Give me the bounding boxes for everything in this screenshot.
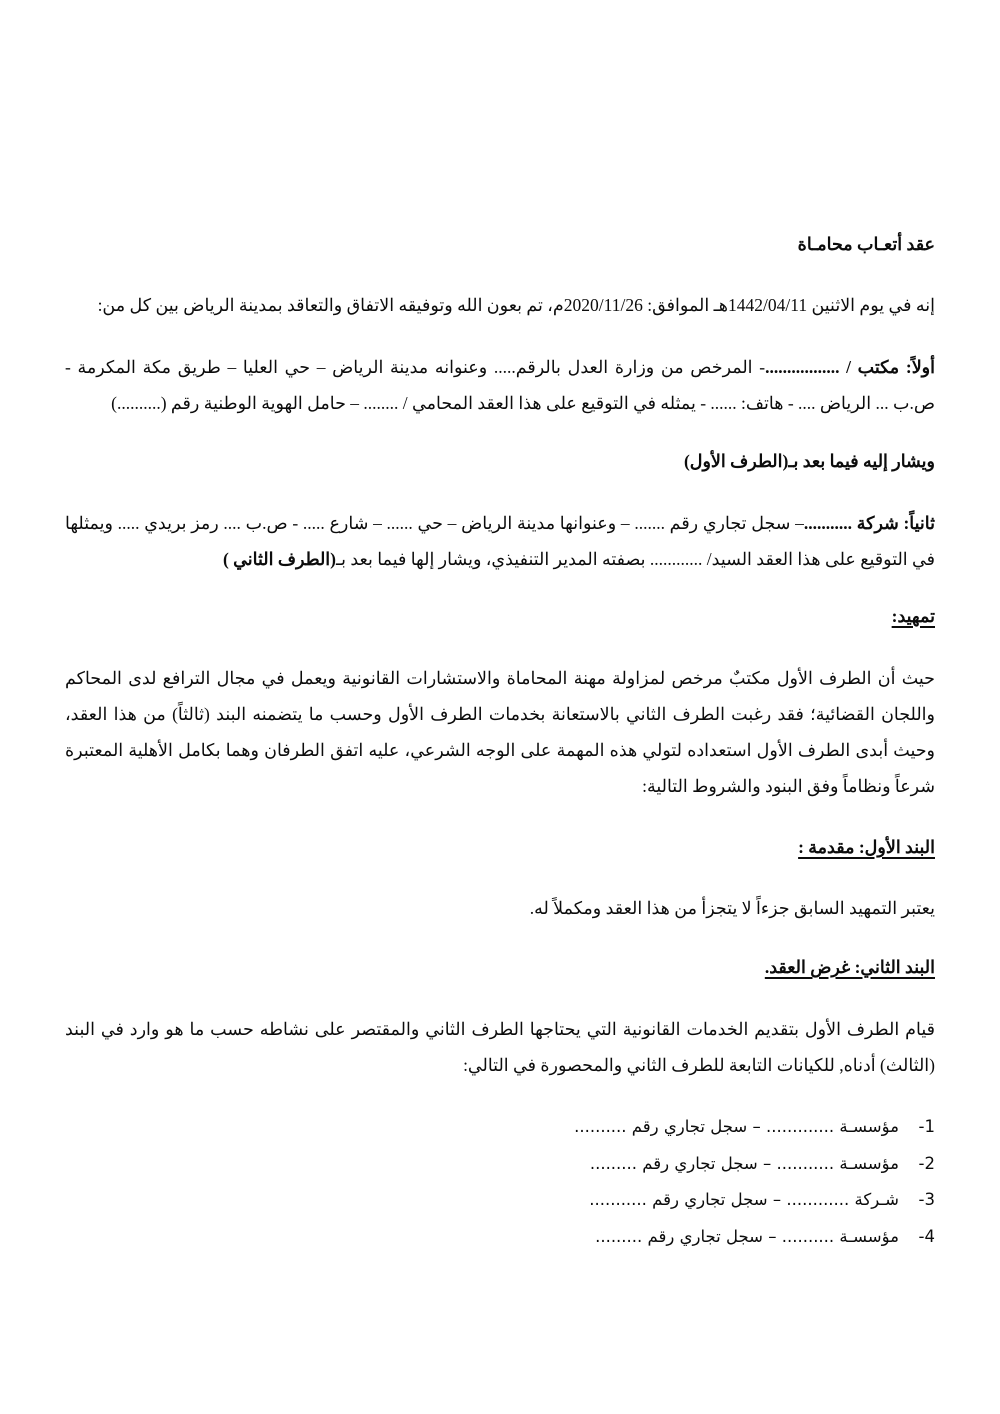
party-one-blank: ................. [765,356,840,377]
clause-two-heading [65,950,935,985]
list-item-number: 2- [918,1153,935,1173]
list-item-number: 4- [918,1226,935,1246]
party-one-reference-term: (الطرف الأول) [683,450,789,471]
list-item [65,1109,935,1146]
list-item-text: مؤسسـة ........... – سجل تجاري رقم ......... [589,1153,899,1173]
clause-one-heading [65,830,935,865]
party-two-blank: ........... [803,512,853,533]
entity-list [65,1109,935,1256]
party-two-body: – سجل تجاري رقم ....... – وعنوانها مدينة الرياض – حي ...... – شارع ..... - ص.ب .... رمز بريدي ..... ويمثلها في التوقيع على هذا العقد السيد/ ............ بصفته المدير التنفيذي، ويشار إلها فيما بعد بـ [65,512,935,569]
preamble-heading-text: تمهيد: [891,605,935,626]
preamble-heading [65,599,935,634]
party-two-reference-term: (الطرف الثاني ) [222,548,336,569]
preamble-paragraph: حيث أن الطرف الأول مكتبٌ مرخص لمزاولة مهنة المحاماة والاستشارات القانونية ويعمل في مجال الترافع لدى المحاكم واللجان القضائية؛ فقد رغبت الطرف الثاني بالاستعانة بخدمات الطرف الأول وحسب ما يتضمنه البند (ثالثاً) من هذا العقد، وحيث أبدى الطرف الأول استعداده لتولي هذه المهمة على الوجه الشرعي، عليه اتفق الطرفان وهما بكامل الأهلية المعتبرة شرعاً ونظاماً وفق البنود والشروط التالية: [65,667,935,796]
party-two-paragraph [65,505,935,577]
party-one-body: - المرخص من وزارة العدل بالرقم..... وعنوانه مدينة الرياض – حي العليا – طريق مكة المكرمة - ص.ب ... الرياض .... - هاتف: ...... - يمثله في التوقيع على هذا العقد المحامي / ........ – حامل الهوية الوطنية رقم (..........) [65,356,935,413]
list-item-number: 1- [918,1117,935,1137]
party-one-reference [65,443,935,479]
list-item-number: 3- [918,1190,935,1210]
party-one-reference-prefix: ويشار إليه فيما بعد بـ [788,450,935,471]
list-item-text: مؤسسـة .......... – سجل تجاري رقم ......... [595,1226,899,1246]
list-item [65,1182,935,1219]
clause-two-heading-text: البند الثاني: غرض العقد. [764,956,935,977]
list-item-text: مؤسسـة ............. – سجل تجاري رقم .......... [574,1117,899,1137]
list-item [65,1219,935,1256]
list-item-text: شـركة ............ – سجل تجاري رقم ........... [589,1190,899,1210]
party-one-label: أولاً: مكتب / [839,356,935,377]
document-content [65,232,935,1256]
party-two-label: ثانياً: شركة [852,512,935,533]
list-item [65,1146,935,1183]
page-title: عقد أتعـاب محامـاة [797,234,935,254]
clause-one-heading-text: البند الأول: مقدمة : [798,836,935,857]
clause-two-body: قيام الطرف الأول بتقديم الخدمات القانونية التي يحتاجها الطرف الثاني والمقتصر على نشاطه حسب ما هو وارد في البند (الثالث) أدناه, للكيانات التابعة للطرف الثاني والمحصورة في التالي: [65,1018,935,1076]
intro-paragraph: إنه في يوم الاثنين 1442/04/11هـ الموافق: 2020/11/26م، تم بعون الله وتوفيقه الاتفاق والتعاقد بمدينة الرياض بين كل من: [97,294,935,315]
clause-one-body: يعتبر التمهيد السابق جزءاً لا يتجزأ من هذا العقد ومكملاً له. [529,897,935,918]
party-one-paragraph [65,349,935,421]
